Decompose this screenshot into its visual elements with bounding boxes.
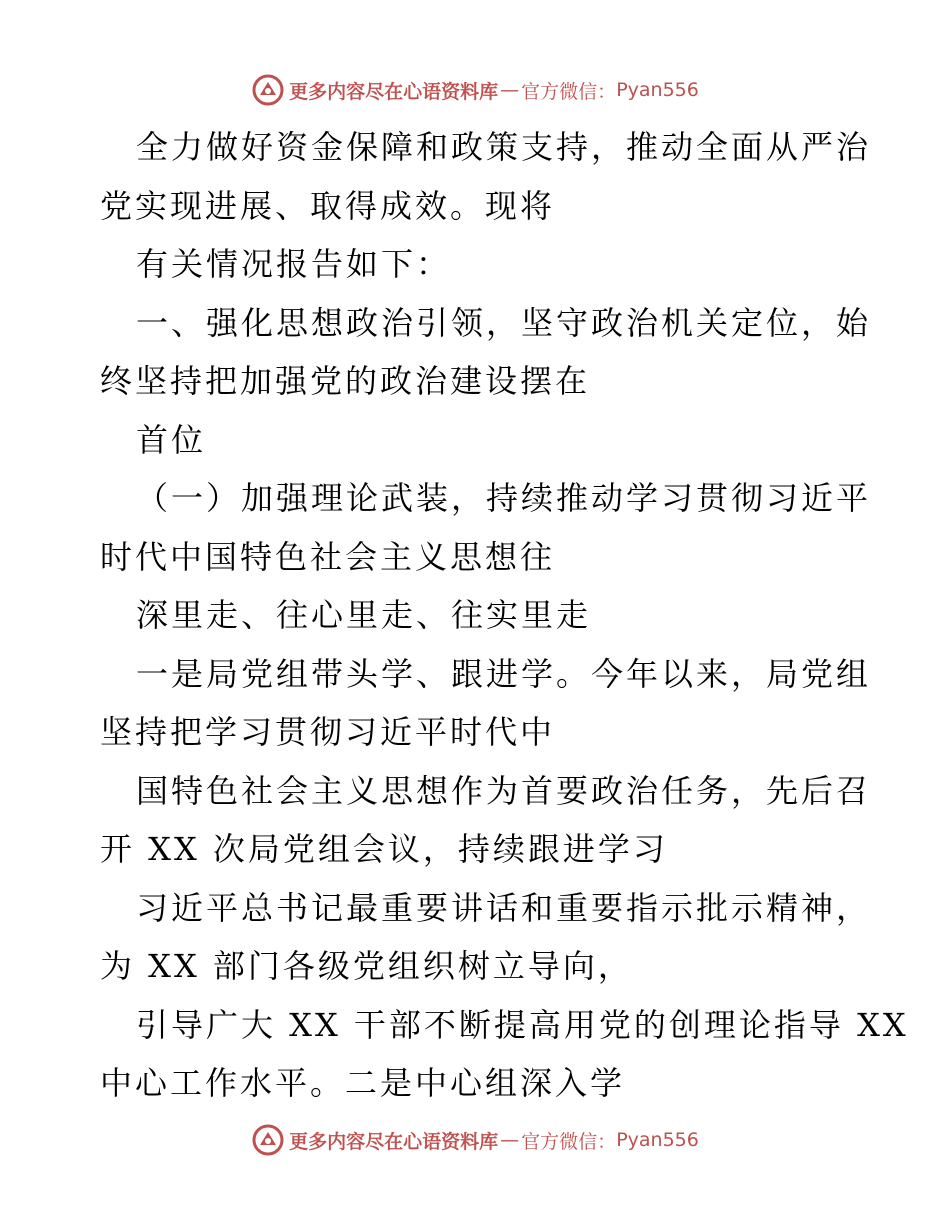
body-text-line: 中心工作水平。二是中心组深入学 [100,1064,626,1102]
body-text-line: 坚持把学习贯彻习近平时代中 [100,713,556,751]
body-text-line: 终坚持把加强党的政治建设摆在 [100,362,591,400]
watermark-banner-top [0,70,950,110]
watermark-banner-bottom [0,1120,950,1160]
body-text-line: 一是局党组带头学、跟进学。今年以来，局党组 [136,654,872,693]
watermark-official-text: 官方微信： [521,1130,617,1153]
body-text-line: （一）加强理论武装，持续推动学习贯彻习近平 [136,479,872,517]
watermark-wechat-id: Pyan556 [616,1129,699,1151]
body-text-line: 深里走、往心里走、往实里走 [136,596,592,634]
body-text-line: 首位 [136,420,207,459]
watermark-wechat-id: Pyan556 [616,79,699,101]
fox-logo-icon [251,1123,285,1157]
body-text-line: 党实现进展、取得成效。现将 [100,186,556,225]
body-text-line: 全力做好资金保障和政策支持，推动全面从严治 [136,128,872,166]
body-text-line: 一、强化思想政治引领，坚守政治机关定位，始 [136,303,872,342]
watermark-dash: — [500,79,520,101]
body-text-line: 开 XX 次局党组会议，持续跟进学习 [100,830,668,868]
fox-logo-icon [251,73,285,107]
body-text-line: 引导广大 XX 干部不断提高用党的创理论指导 XX [136,1005,909,1044]
watermark-main-text: 更多内容尽在心语资料库 [289,80,499,103]
body-text-line: 有关情况报告如下： [136,245,452,283]
watermark-main-text: 更多内容尽在心语资料库 [289,1130,499,1153]
body-text-line: 国特色社会主义思想作为首要政治任务，先后召 [136,771,872,810]
body-text-line: 时代中国特色社会主义思想往 [100,537,556,576]
body-text-line: 为 XX 部门各级党组织树立导向， [100,947,633,985]
body-text-line: 习近平总书记最重要讲话和重要指示批示精神， [136,888,872,927]
document-body [100,118,909,1113]
watermark-dash: — [500,1129,520,1151]
watermark-official-text: 官方微信： [521,80,617,103]
